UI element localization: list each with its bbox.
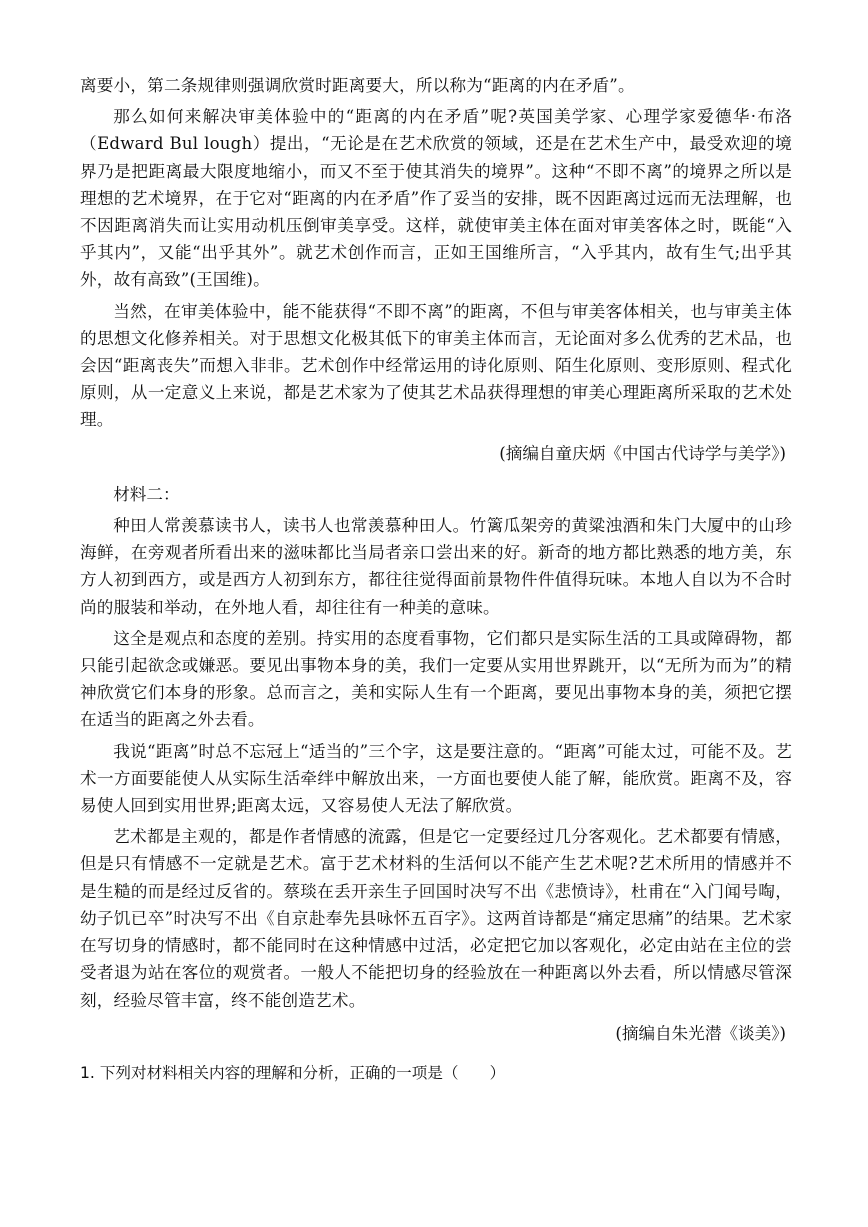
material2-label: 材料二： — [113, 484, 180, 504]
question-1: 1. 下列对材料相关内容的理解和分析，正确的一项是（ ） — [80, 1063, 506, 1082]
material1-paragraph-2: 那么如何来解决审美体验中的“距离的内在矛盾”呢?英国美学家、心理学家爱德华·布洛（Edward Bul lough）提出，“无论是在艺术欣赏的领域，还是在艺术生产中，最受欢迎的境界乃是把距离最大限度地缩小，而又不至于使其消失的境界”。这种“不即不离”的境界之所以是理想的艺术境界，在于它对“距离的内在矛盾”作了妥当的安排，既不因距离过远而无法理解，也不因距离消失而让实用动机压倒审美享受。这样，就使审美主体在面对审美客体之时，既能“入乎其内”，又能“出乎其外”。就艺术创作而言，正如王国维所言，“入乎其内，故有生气;出乎其外，故有高致”(王国维)。 — [80, 107, 792, 290]
material1-paragraph-1: 离要小，第二条规律则强调欣赏时距离要大，所以称为“距离的内在矛盾”。 — [80, 76, 635, 95]
material2-source: (摘编自朱光潜《谈美》) — [615, 1023, 786, 1043]
material2-paragraph-3: 我说“距离”时总不忘冠上“适当的”三个字，这是要注意的。“距离”可能太过，可能不及。艺术一方面要能使人从实际生活牵绊中解放出来，一方面也要使人能了解，能欣赏。距离不及，容易使人回到实用世界;距离太远，又容易使人无法了解欣赏。 — [80, 741, 792, 816]
material2-paragraph-4: 艺术都是主观的，都是作者情感的流露，但是它一定要经过几分客观化。艺术都要有情感，但是只有情感不一定就是艺术。富于艺术材料的生活何以不能产生艺术呢?艺术所用的情感并不是生糙的而是经过反省的。蔡琰在丢开亲生子回国时决写不出《悲愤诗》，杜甫在“入门闻号啕，幼子饥已卒”时决写不出《自京赴奉先县咏怀五百字》。这两首诗都是“痛定思痛”的结果。艺术家在写切身的情感时，都不能同时在这种情感中过活，必定把它加以客观化，必定由站在主位的尝受者退为站在客位的观赏者。一般人不能把切身的经验放在一种距离以外去看，所以情感尽管深刻，经验尽管丰富，终不能创造艺术。 — [80, 827, 792, 1010]
material2-paragraph-2: 这全是观点和态度的差别。持实用的态度看事物，它们都只是实际生活的工具或障碍物，都只能引起欲念或嫌恶。要见出事物本身的美，我们一定要从实用世界跳开，以“无所为而为”的精神欣赏它们本身的形象。总而言之，美和实际人生有一个距离，要见出事物本身的美，须把它摆在适当的距离之外去看。 — [80, 628, 792, 730]
document-page — [80, 72, 792, 1085]
material1-paragraph-3: 当然，在审美体验中，能不能获得“不即不离”的距离，不但与审美客体相关，也与审美主体的思想文化修养相关。对于思想文化极其低下的审美主体而言，无论面对多么优秀的艺术品，也会因“距离丧失”而想入非非。艺术创作中经常运用的诗化原则、陌生化原则、变形原则、程式化原则，从一定意义上来说，都是艺术家为了使其艺术品获得理想的审美心理距离所采取的艺术处理。 — [80, 301, 792, 430]
material2-paragraph-1: 种田人常羡慕读书人，读书人也常羡慕种田人。竹篱瓜架旁的黄粱浊酒和朱门大厦中的山珍海鲜，在旁观者所看出来的滋味都比当局者亲口尝出来的好。新奇的地方都比熟悉的地方美，东方人初到西方，或是西方人初到东方，都往往觉得面前景物件件值得玩味。本地人自以为不合时尚的服装和举动，在外地人看，却往往有一种美的意味。 — [80, 516, 792, 617]
material1-source: (摘编自童庆炳《中国古代诗学与美学》) — [499, 443, 786, 463]
